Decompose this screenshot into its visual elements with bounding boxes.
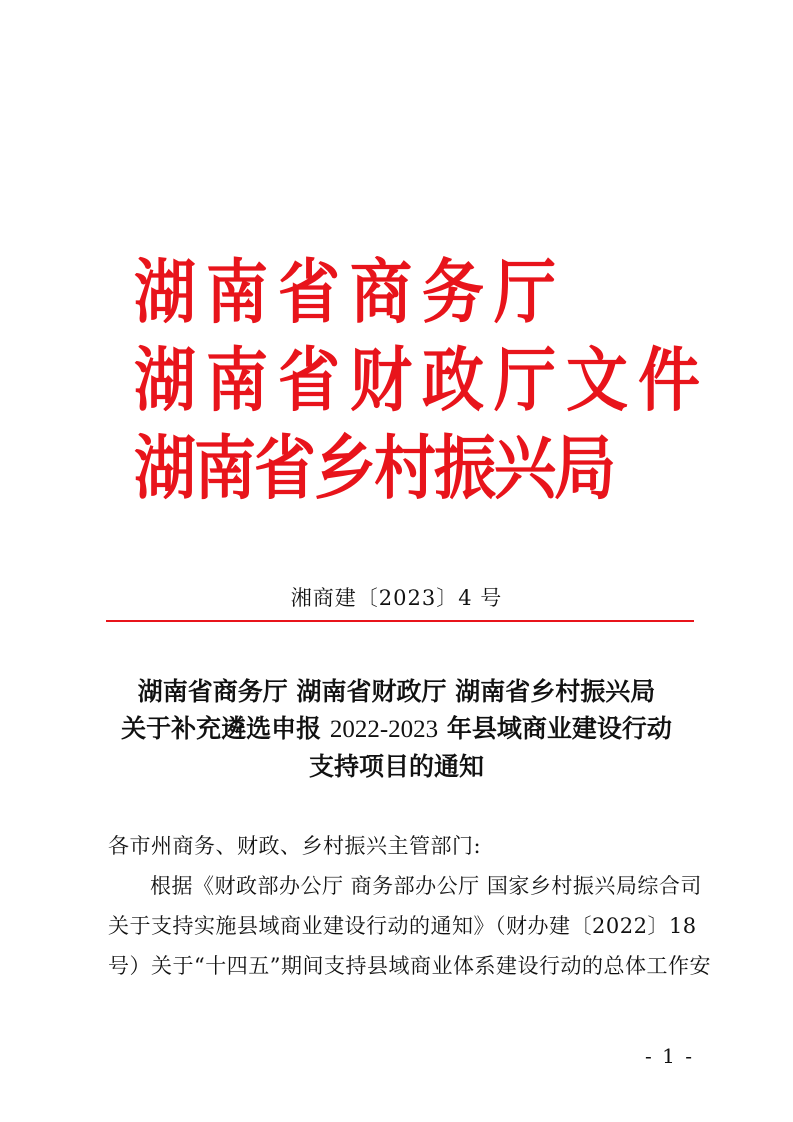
- body-paragraph-line: 号）关于“十四五”期间支持县域商业体系建设行动的总体工作安: [108, 954, 711, 978]
- page-number: - 1 -: [645, 1044, 694, 1068]
- document-body: [108, 826, 711, 986]
- header-line-finance-department: 湖南省财政厅文件: [134, 339, 711, 422]
- document-number: 湘商建〔2023〕4 号: [290, 586, 503, 610]
- salutation: 各市州商务、财政、乡村振兴主管部门:: [108, 834, 482, 858]
- title-line-2: [0, 710, 793, 748]
- body-paragraph-line: 关于支持实施县域商业建设行动的通知》（财办建〔2022〕18: [108, 914, 697, 938]
- body-paragraph-line: 根据《财政部办公厅 商务部办公厅 国家乡村振兴局综合司: [150, 874, 702, 898]
- issuing-authorities-header: [134, 251, 711, 522]
- title-line-2-part-a: 关于补充遴选申报: [121, 714, 330, 743]
- header-line-rural-revitalization-bureau: 湖南省乡村振兴局: [134, 427, 615, 510]
- title-line-3: 支持项目的通知: [308, 752, 484, 781]
- title-line-2-part-c: 年县域商业建设行动: [438, 714, 672, 743]
- header-line-commerce-department: 湖南省商务厅: [134, 251, 567, 334]
- document-title: [0, 673, 793, 785]
- red-divider-line: [106, 620, 694, 622]
- title-line-1: 湖南省商务厅 湖南省财政厅 湖南省乡村振兴局: [137, 677, 656, 706]
- title-line-2-year-range: 2022-2023: [329, 716, 439, 743]
